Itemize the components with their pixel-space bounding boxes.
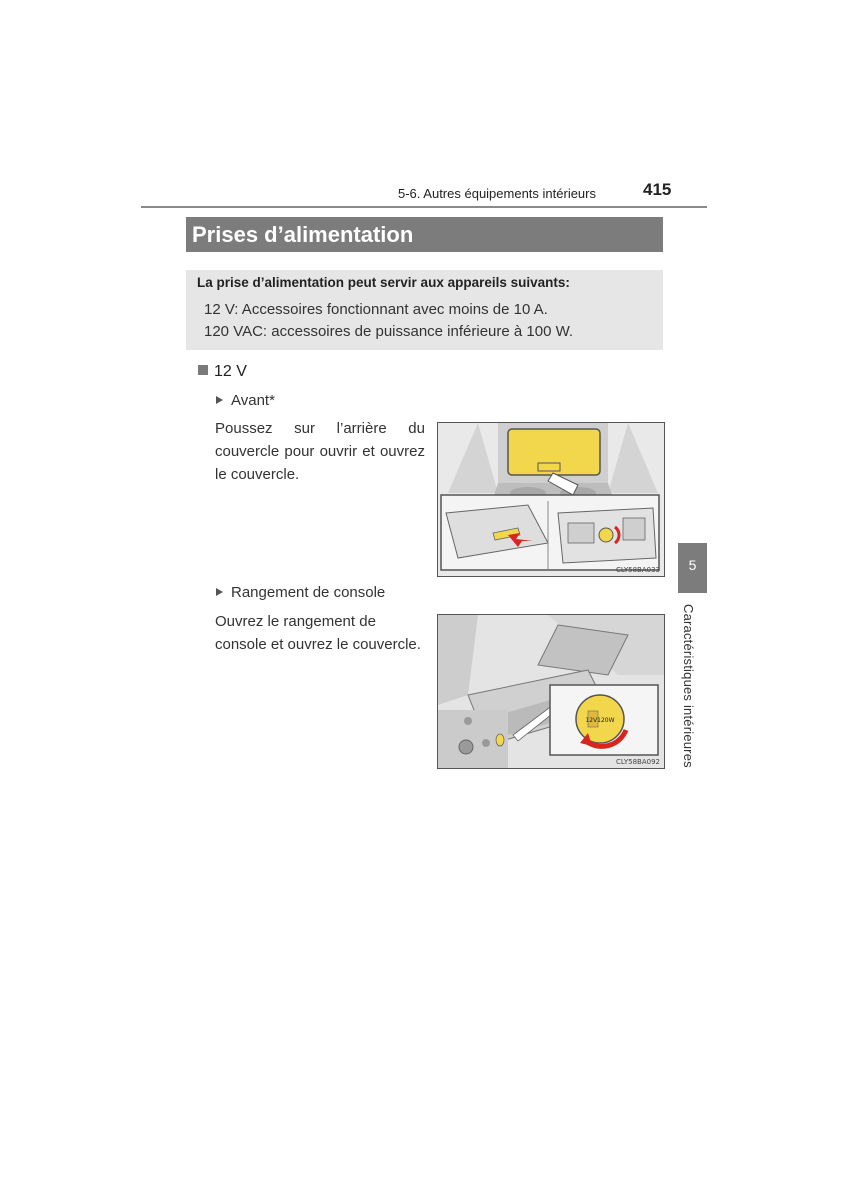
figure-console-outlet [437,614,665,769]
info-box-title: La prise d’alimentation peut servir aux appareils suivants: [197,275,570,290]
page-title: Prises d’alimentation [186,217,663,252]
triangle-bullet-icon [216,588,223,596]
figure-code-console: CLY58BA092 [616,758,660,766]
info-line-120vac: 120 VAC: accessoires de puissance inférieure à 100 W. [204,323,574,340]
section-heading [198,363,247,381]
subsection-front-label: Avant* [231,392,275,409]
triangle-bullet-icon [216,396,223,404]
instruction-front: Poussez sur l’arrière du couvercle pour ouvrir et ouvrez le couvercle. [215,420,425,483]
header-rule [141,206,707,208]
chapter-tab: 5 [678,543,707,593]
subsection-console [216,584,385,601]
figure-code-front: CLY58BA033 [616,566,660,574]
outlet-marking: 12V120W [585,717,615,724]
instruction-console: Ouvrez le rangement de console et ouvrez le couvercle. [215,613,421,653]
chapter-label: Caractéristiques intérieures [681,604,696,768]
subsection-console-label: Rangement de console [231,584,386,601]
info-line-12v: 12 V: Accessoires fonctionnant avec moins de 10 A. [204,301,548,318]
section-heading-text: 12 V [214,363,247,380]
running-header-section: 5-6. Autres équipements intérieurs [398,186,596,201]
info-box [186,270,663,350]
page-number: 415 [643,180,672,199]
figure-front-outlet [437,422,665,577]
subsection-front [216,392,275,409]
square-bullet-icon [198,365,208,375]
